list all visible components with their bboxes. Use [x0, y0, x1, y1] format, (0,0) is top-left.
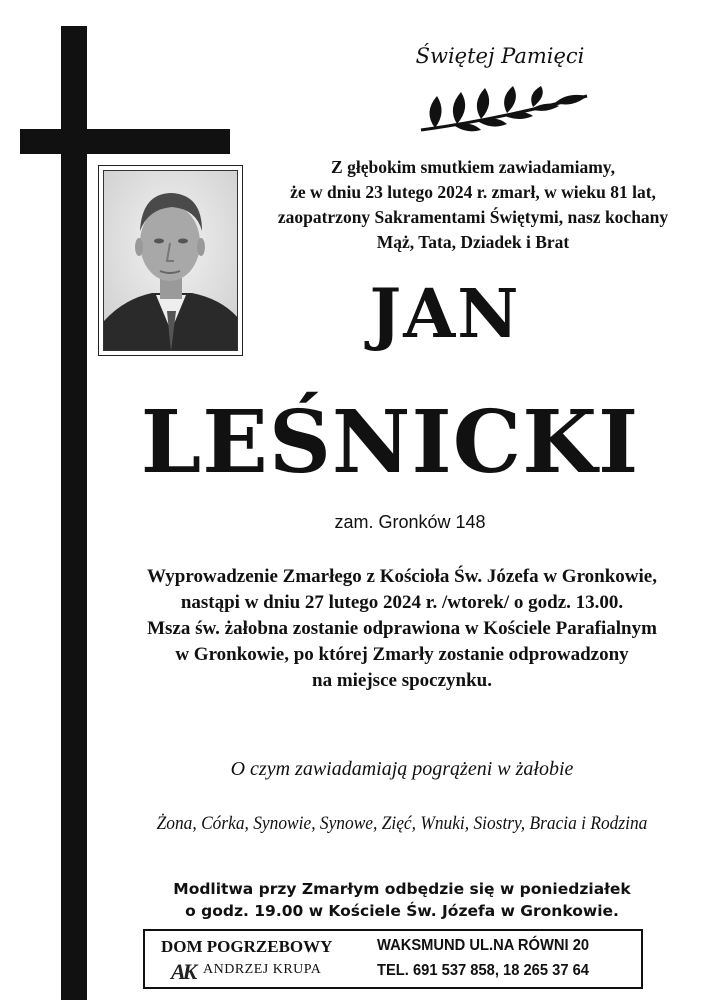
- cross-horizontal-beam: [20, 129, 230, 154]
- deceased-first-name: JAN: [369, 274, 521, 353]
- prayer-line: o godz. 19.00 w Kościele Św. Józefa w Gronkowie.: [185, 902, 619, 920]
- deceased-last-name: LEŚNICKI: [140, 392, 640, 493]
- ceremony-line: nastąpi w dniu 27 lutego 2024 r. /wtorek/ o godz. 13.00.: [180, 592, 624, 613]
- ceremony-details: [98, 564, 706, 694]
- funeral-home-owner: ANDRZEJ KRUPA: [203, 962, 322, 977]
- header-title: Świętej Pamięci: [415, 44, 585, 68]
- funeral-home-logo: AK: [171, 959, 195, 984]
- funeral-home-box: [143, 929, 643, 989]
- prayer-notice: [98, 878, 706, 922]
- prayer-line: Modlitwa przy Zmarłym odbędzie się w poniedziałek: [173, 880, 631, 898]
- funeral-home-phone: TEL. 691 537 858, 18 265 37 64: [377, 962, 589, 979]
- portrait-photo: [103, 170, 238, 351]
- ceremony-line: w Gronkowie, po której Zmarły zostanie odprowadzony: [175, 644, 629, 665]
- funeral-home-address: WAKSMUND UL.NA RÓWNI 20: [377, 937, 590, 954]
- cross-vertical-beam: [61, 26, 87, 1000]
- family-list: Żona, Córka, Synowie, Synowe, Zięć, Wnuki, Siostry, Bracia i Rodzina: [156, 814, 648, 834]
- mourners-intro: O czym zawiadamiają pogrążeni w żałobie: [230, 758, 574, 780]
- portrait-frame: [98, 165, 243, 356]
- ceremony-line: na miejsce spoczynku.: [312, 670, 492, 691]
- announcement-line: Mąż, Tata, Dziadek i Brat: [376, 232, 570, 252]
- deceased-address: zam. Gronków 148: [334, 512, 486, 532]
- announcement-text: [238, 155, 708, 255]
- announcement-line: zaopatrzony Sakramentami Świętymi, nasz kochany: [277, 207, 669, 227]
- ceremony-line: Msza św. żałobna zostanie odprawiona w Kościele Parafialnym: [147, 618, 657, 639]
- announcement-line: że w dniu 23 lutego 2024 r. zmarł, w wieku 81 lat,: [290, 182, 656, 202]
- announcement-line: Z głębokim smutkiem zawiadamiamy,: [331, 157, 615, 177]
- laurel-branch-icon: [415, 86, 595, 134]
- ceremony-line: Wyprowadzenie Zmarłego z Kościoła Św. Józefa w Gronkowie,: [147, 566, 657, 587]
- funeral-home-name: DOM POGRZEBOWY: [161, 937, 333, 956]
